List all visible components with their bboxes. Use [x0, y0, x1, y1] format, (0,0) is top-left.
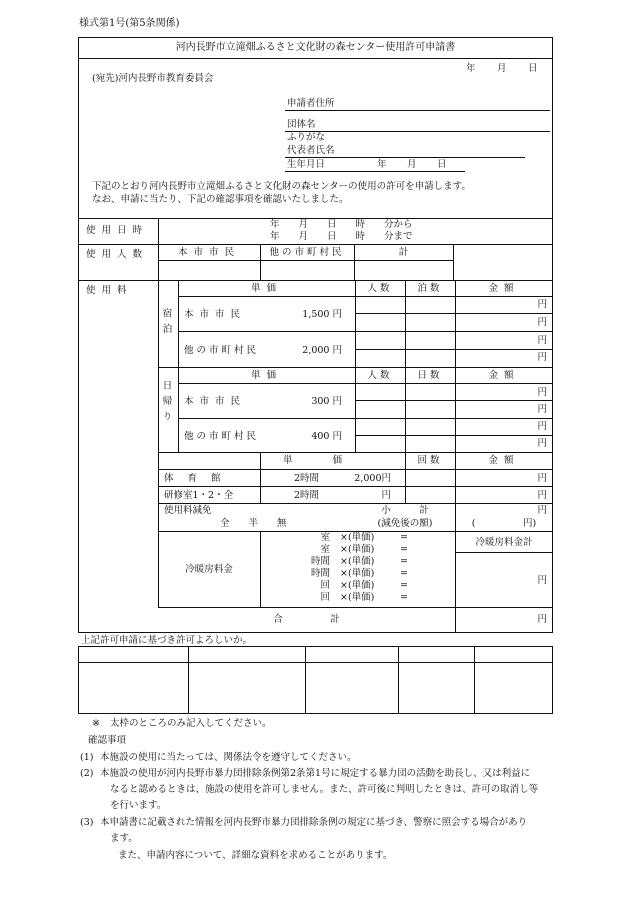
confirm-number: (3)	[80, 817, 94, 828]
stay-yen-4: 円	[537, 352, 547, 363]
aircon-unit-price: ×(単価)	[340, 568, 375, 579]
birth-year: 年	[377, 159, 387, 170]
approval-text: 上記許可申請に基づき許可よろしいか。	[81, 635, 253, 646]
facility-gym-yen: 円	[537, 473, 547, 484]
aircon-label: 冷暖房料金	[185, 564, 233, 575]
aircon-unit: 回	[320, 580, 330, 591]
day-group-label: 日帰り	[160, 380, 172, 427]
birth-label: 生年月日	[287, 159, 326, 170]
aircon-equals: =	[400, 568, 408, 579]
facility-gym-time: 2時間	[294, 473, 320, 484]
facility-count-header: 回数	[417, 455, 443, 466]
confirm-number: (1)	[80, 752, 94, 763]
confirm-title: 確認事項	[88, 735, 127, 746]
date-year: 年	[466, 63, 476, 74]
aircon-equals: =	[400, 592, 408, 603]
stay-amount-header: 金額	[488, 283, 520, 294]
aircon-unit-price: ×(単価)	[340, 580, 375, 591]
birth-month: 月	[407, 159, 417, 170]
stay-row2-price: 2,000 円	[302, 345, 342, 356]
approval-table	[78, 646, 553, 714]
aircon-equals: =	[400, 544, 408, 555]
day-row1-name: 本市市民	[184, 396, 247, 407]
aircon-unit: 室	[320, 532, 330, 543]
stay-people-header: 人数	[367, 283, 393, 294]
stay-yen-3: 円	[537, 335, 547, 346]
day-yen-2: 円	[537, 404, 547, 415]
intro-text-2: なお、申請に当たり、下記の確認事項を確認いたしました。	[92, 194, 349, 205]
date-day: 日	[528, 63, 538, 74]
applicant-address-line[interactable]	[285, 110, 550, 111]
confirm-text: 本施設の使用が河内長野市暴力団排除条例第2条第1号に規定する暴力団の活動を助長し、又は利益に	[100, 768, 531, 779]
date-month: 月	[497, 63, 507, 74]
headcount-other: 他の市町村民	[269, 247, 345, 258]
day-yen-4: 円	[537, 438, 547, 449]
aircon-equals: =	[400, 580, 408, 591]
aircon-total-label: 冷暖房料金計	[475, 537, 533, 548]
day-row2-price: 400 円	[311, 431, 342, 442]
day-row2-name: 他の市町村民	[184, 431, 260, 442]
group-name-label: 団体名	[287, 119, 316, 130]
confirm-text: また、申請内容について、詳細な資料を求めることがあります。	[118, 850, 393, 861]
facility-training: 研修室1・2・全	[164, 490, 234, 501]
stay-row1-price: 1,500 円	[302, 309, 342, 320]
headcount-label: 使用人数	[86, 249, 149, 260]
aircon-unit: 時間	[310, 568, 330, 579]
subtotal-paren: ( 円)	[471, 518, 537, 529]
day-people-header: 人数	[367, 370, 393, 381]
addressee: (宛先)河内長野市教育委員会	[92, 73, 214, 84]
page-title: 河内長野市立滝畑ふるさと文化財の森センター使用許可申請書	[175, 42, 456, 53]
headcount-total: 計	[398, 247, 409, 258]
confirm-number: (2)	[80, 768, 94, 779]
facility-gym: 体育館	[164, 473, 235, 484]
stay-group-label: 宿泊	[160, 308, 172, 339]
usage-date-label: 使用日時	[86, 225, 149, 236]
aircon-unit-price: ×(単価)	[340, 592, 375, 603]
stay-price-header: 単価	[250, 283, 282, 294]
reduction-label: 使用料減免	[164, 505, 212, 516]
representative-label: 代表者氏名	[287, 145, 335, 156]
usage-end[interactable]: 年 月 日 時 分まで	[270, 231, 413, 242]
facility-training-time: 2時間	[294, 490, 320, 501]
headcount-citizen: 本市市民	[177, 247, 240, 258]
note-text: 太枠のところのみ記入してください。	[110, 718, 272, 729]
day-yen-3: 円	[537, 421, 547, 432]
day-price-header: 単価	[250, 370, 282, 381]
fee-label: 使用料	[86, 285, 133, 296]
form-label: 様式第1号(第5条関係)	[79, 18, 180, 29]
birth-day: 日	[437, 159, 447, 170]
intro-text-1: 下記のとおり河内長野市立滝畑ふるさと文化財の森センターの使用の許可を申請します。	[92, 181, 471, 192]
aircon-unit-price: ×(単価)	[340, 532, 375, 543]
day-days-header: 日数	[417, 370, 443, 381]
representative-line[interactable]	[285, 157, 525, 158]
aircon-equals: =	[400, 556, 408, 567]
reduction-options[interactable]: 全 半 無	[220, 518, 287, 529]
grand-total-label: 合 計	[273, 614, 340, 625]
facility-training-yen: 円	[537, 490, 547, 501]
facility-training-price: 円	[381, 490, 391, 501]
note-marker: ※	[92, 718, 100, 729]
aircon-unit-price: ×(単価)	[340, 556, 375, 567]
aircon-unit: 回	[320, 592, 330, 603]
stay-nights-header: 泊数	[417, 283, 443, 294]
stay-yen-2: 円	[537, 317, 547, 328]
facility-amount-header: 金額	[488, 455, 520, 466]
subtotal-label: 小 計	[381, 505, 429, 516]
subtotal-note: (減免後の額)	[377, 518, 433, 529]
confirm-text: 本申請書に記載された情報を河内長野市暴力団排除条例の規定に基づき、警察に照会する場合があり	[100, 817, 528, 828]
aircon-unit: 時間	[310, 556, 330, 567]
stay-row2-name: 他の市町村民	[184, 345, 260, 356]
day-amount-header: 金額	[488, 370, 520, 381]
furigana-label: ふりがな	[287, 132, 326, 143]
confirm-text: なると認めるときは、施設の使用を許可しません。また、許可後に判明したときは、許可の取消し等	[110, 784, 539, 795]
stay-yen-1: 円	[537, 299, 547, 310]
grand-total-yen: 円	[537, 614, 547, 625]
day-yen-1: 円	[537, 387, 547, 398]
facility-gym-price: 2,000円	[354, 473, 391, 484]
subtotal-yen: 円	[537, 505, 547, 516]
day-row1-price: 300 円	[311, 396, 342, 407]
confirm-text: 本施設の使用に当たっては、関係法令を遵守してください。	[100, 752, 357, 763]
stay-row1-name: 本市市民	[184, 309, 247, 320]
confirm-text: を行います。	[110, 800, 167, 811]
aircon-unit: 室	[320, 544, 330, 555]
aircon-unit-price: ×(単価)	[340, 544, 375, 555]
usage-start[interactable]: 年 月 日 時 分から	[270, 219, 413, 230]
aircon-total-yen: 円	[537, 575, 547, 586]
confirm-text: ます。	[110, 833, 138, 844]
facility-price-header: 単価	[282, 455, 382, 466]
applicant-address-label: 申請者住所	[287, 98, 335, 109]
aircon-equals: =	[400, 532, 408, 543]
